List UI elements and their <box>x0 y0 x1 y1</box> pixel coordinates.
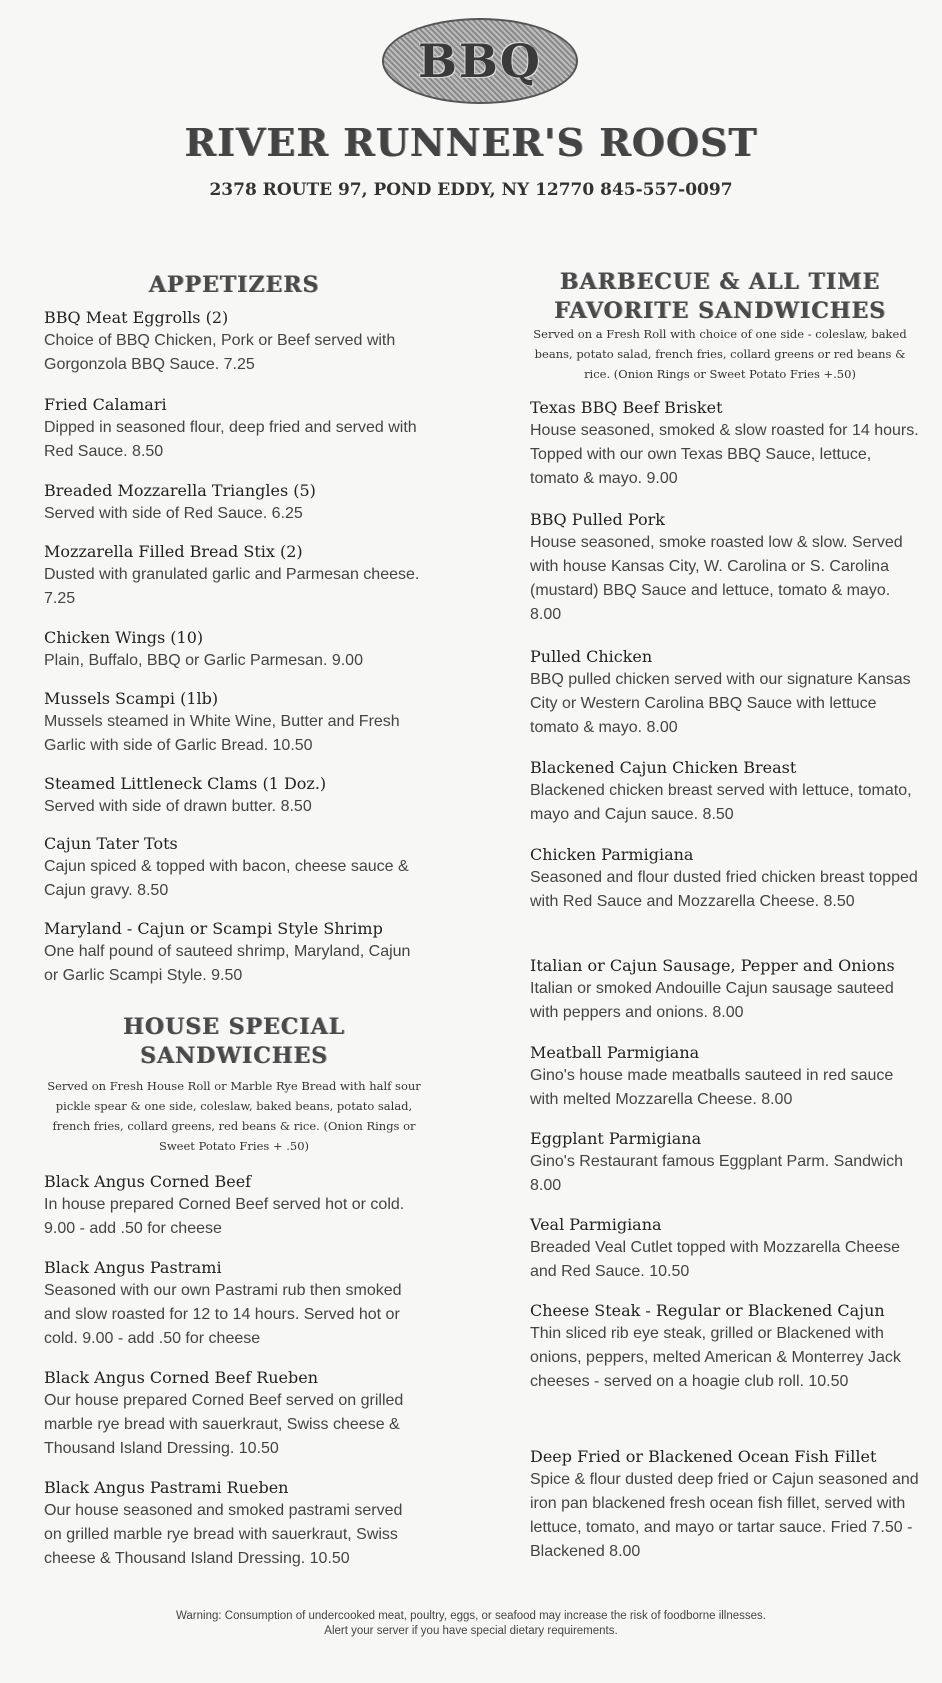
item-name: Black Angus Corned Beef <box>44 1172 252 1191</box>
barbecue-heading-line1: BARBECUE & ALL TIME <box>559 269 881 295</box>
item-name: Veal Parmigiana <box>530 1215 662 1234</box>
item-desc: Plain, Buffalo, BBQ or Garlic Parmesan. 9.00 <box>44 652 363 669</box>
item-name: Italian or Cajun Sausage, Pepper and Onions <box>530 956 895 975</box>
menu-item <box>44 833 424 903</box>
barbecue-note: Served on a Fresh Roll with choice of one side - coleslaw, baked beans, potato salad, french fries, collard greens or red beans & rice. (Onion Rings or Sweet Potato Fries +.50) <box>533 327 907 381</box>
menu-item <box>44 1171 424 1241</box>
house-special-heading-line1: HOUSE SPECIAL <box>123 1014 345 1040</box>
menu-item <box>530 1300 920 1394</box>
menu-item <box>530 757 920 827</box>
item-desc: Spice & flour dusted deep fried or Cajun seasoned and iron pan blackened fresh ocean fish fillet, served with lettuce, tomato, and mayo or tartar sauce. Fried 7.50 - Blackened 8.00 <box>530 1471 919 1560</box>
menu-item <box>530 397 920 491</box>
warning-line-1: Warning: Consumption of undercooked meat, poultry, eggs, or seafood may increase the risk of foodborne illnesses. <box>175 1610 766 1622</box>
item-name: Chicken Parmigiana <box>530 845 694 864</box>
menu-item <box>530 844 920 914</box>
food-safety-warning <box>0 1609 942 1639</box>
item-name: Black Angus Corned Beef Rueben <box>44 1368 319 1387</box>
item-desc: Cajun spiced & topped with bacon, cheese sauce & Cajun gravy. 8.50 <box>44 858 409 899</box>
item-name: BBQ Meat Eggrolls (2) <box>44 308 229 327</box>
house-special-note: Served on Fresh House Roll or Marble Rye Bread with half sour pickle spear & one side, coleslaw, baked beans, potato salad, french fries, collard greens, red beans & rice. (Onion Rings or Sweet Potato Fries + .50) <box>47 1079 421 1153</box>
item-name: Cajun Tater Tots <box>44 834 178 853</box>
appetizers-heading: APPETIZERS <box>148 272 320 298</box>
item-desc: Served with side of drawn butter. 8.50 <box>44 798 312 815</box>
item-desc: Dipped in seasoned flour, deep fried and served with Red Sauce. 8.50 <box>44 419 417 460</box>
logo-text: BBQ <box>418 34 542 88</box>
warning-line-2: Alert your server if you have special dietary requirements. <box>324 1625 618 1637</box>
item-desc: BBQ pulled chicken served with our signature Kansas City or Western Carolina BBQ Sauce with lettuce tomato & mayo. 8.00 <box>530 671 911 736</box>
item-name: Meatball Parmigiana <box>530 1043 700 1062</box>
item-desc: Mussels steamed in White Wine, Butter and Fresh Garlic with side of Garlic Bread. 10.50 <box>44 713 400 754</box>
menu-item <box>44 918 424 988</box>
house-special-heading-line2: SANDWICHES <box>139 1043 329 1069</box>
menu-item <box>44 541 424 611</box>
item-name: Pulled Chicken <box>530 647 653 666</box>
menu-item <box>530 1446 920 1564</box>
item-name: Maryland - Cajun or Scampi Style Shrimp <box>44 919 383 938</box>
item-name: Mozzarella Filled Bread Stix (2) <box>44 542 303 561</box>
item-desc: Blackened chicken breast served with lettuce, tomato, mayo and Cajun sauce. 8.50 <box>530 782 912 823</box>
item-desc: Seasoned and flour dusted fried chicken breast topped with Red Sauce and Mozzarella Cheese. 8.50 <box>530 869 918 910</box>
house-special-heading <box>44 1013 424 1071</box>
item-name: Mussels Scampi (1lb) <box>44 689 219 708</box>
menu-item <box>44 688 424 758</box>
menu-item <box>44 627 424 673</box>
menu-item <box>44 1257 424 1351</box>
item-name: Black Angus Pastrami Rueben <box>44 1478 289 1497</box>
item-desc: Choice of BBQ Chicken, Pork or Beef served with Gorgonzola BBQ Sauce. 7.25 <box>44 332 396 373</box>
restaurant-name: RIVER RUNNER'S ROOST <box>184 120 758 165</box>
menu-item <box>44 1477 424 1571</box>
item-desc: Our house seasoned and smoked pastrami served on grilled marble rye bread with sauerkraut, Swiss cheese & Thousand Island Dressing. 10.50 <box>44 1502 403 1567</box>
item-name: Blackened Cajun Chicken Breast <box>530 758 797 777</box>
item-name: BBQ Pulled Pork <box>530 510 665 529</box>
menu-item <box>44 307 424 377</box>
menu-item <box>44 480 424 526</box>
item-desc: House seasoned, smoked & slow roasted for 14 hours. Topped with our own Texas BBQ Sauce, lettuce, tomato & mayo. 9.00 <box>530 422 919 487</box>
item-name: Texas BBQ Beef Brisket <box>530 398 723 417</box>
menu-item <box>530 1042 920 1112</box>
item-name: Cheese Steak - Regular or Blackened Cajun <box>530 1301 885 1320</box>
item-desc: Gino's Restaurant famous Eggplant Parm. Sandwich 8.00 <box>530 1153 904 1194</box>
item-name: Breaded Mozzarella Triangles (5) <box>44 481 316 500</box>
barbecue-heading-line2: FAVORITE SANDWICHES <box>553 298 887 324</box>
item-name: Chicken Wings (10) <box>44 628 204 647</box>
menu-item <box>530 509 920 627</box>
barbecue-heading <box>530 268 910 326</box>
item-desc: In house prepared Corned Beef served hot or cold. 9.00 - add .50 for cheese <box>44 1196 405 1237</box>
item-desc: House seasoned, smoke roasted low & slow. Served with house Kansas City, W. Carolina or S. Carolina (mustard) BBQ Sauce and lettuce, tomato & mayo. 8.00 <box>530 534 903 623</box>
menu-item <box>44 1367 424 1461</box>
bbq-logo <box>382 18 578 104</box>
item-desc: Our house prepared Corned Beef served on grilled marble rye bread with sauerkraut, Swiss cheese & Thousand Island Dressing. 10.50 <box>44 1392 404 1457</box>
menu-item <box>530 646 920 740</box>
item-desc: Dusted with granulated garlic and Parmesan cheese. 7.25 <box>44 566 420 607</box>
item-name: Black Angus Pastrami <box>44 1258 222 1277</box>
item-desc: One half pound of sauteed shrimp, Maryland, Cajun or Garlic Scampi Style. 9.50 <box>44 943 411 984</box>
item-name: Steamed Littleneck Clams (1 Doz.) <box>44 774 327 793</box>
item-desc: Gino's house made meatballs sauteed in red sauce with melted Mozzarella Cheese. 8.00 <box>530 1067 894 1108</box>
item-name: Deep Fried or Blackened Ocean Fish Fillet <box>530 1447 877 1466</box>
item-name: Fried Calamari <box>44 395 167 414</box>
item-desc: Seasoned with our own Pastrami rub then smoked and slow roasted for 12 to 14 hours. Served hot or cold. 9.00 - add .50 for cheese <box>44 1282 402 1347</box>
menu-item <box>530 1214 920 1284</box>
menu-item <box>530 955 920 1025</box>
item-desc: Served with side of Red Sauce. 6.25 <box>44 505 303 522</box>
item-desc: Italian or smoked Andouille Cajun sausage sauteed with peppers and onions. 8.00 <box>530 980 894 1021</box>
menu-item <box>44 773 424 819</box>
item-desc: Thin sliced rib eye steak, grilled or Blackened with onions, peppers, melted American & Monterrey Jack cheeses - served on a hoagie club roll. 10.50 <box>530 1325 901 1390</box>
menu-item <box>530 1128 920 1198</box>
restaurant-address: 2378 ROUTE 97, POND EDDY, NY 12770 845-557-0097 <box>209 180 733 200</box>
item-name: Eggplant Parmigiana <box>530 1129 702 1148</box>
item-desc: Breaded Veal Cutlet topped with Mozzarella Cheese and Red Sauce. 10.50 <box>530 1239 900 1280</box>
menu-item <box>44 394 424 464</box>
